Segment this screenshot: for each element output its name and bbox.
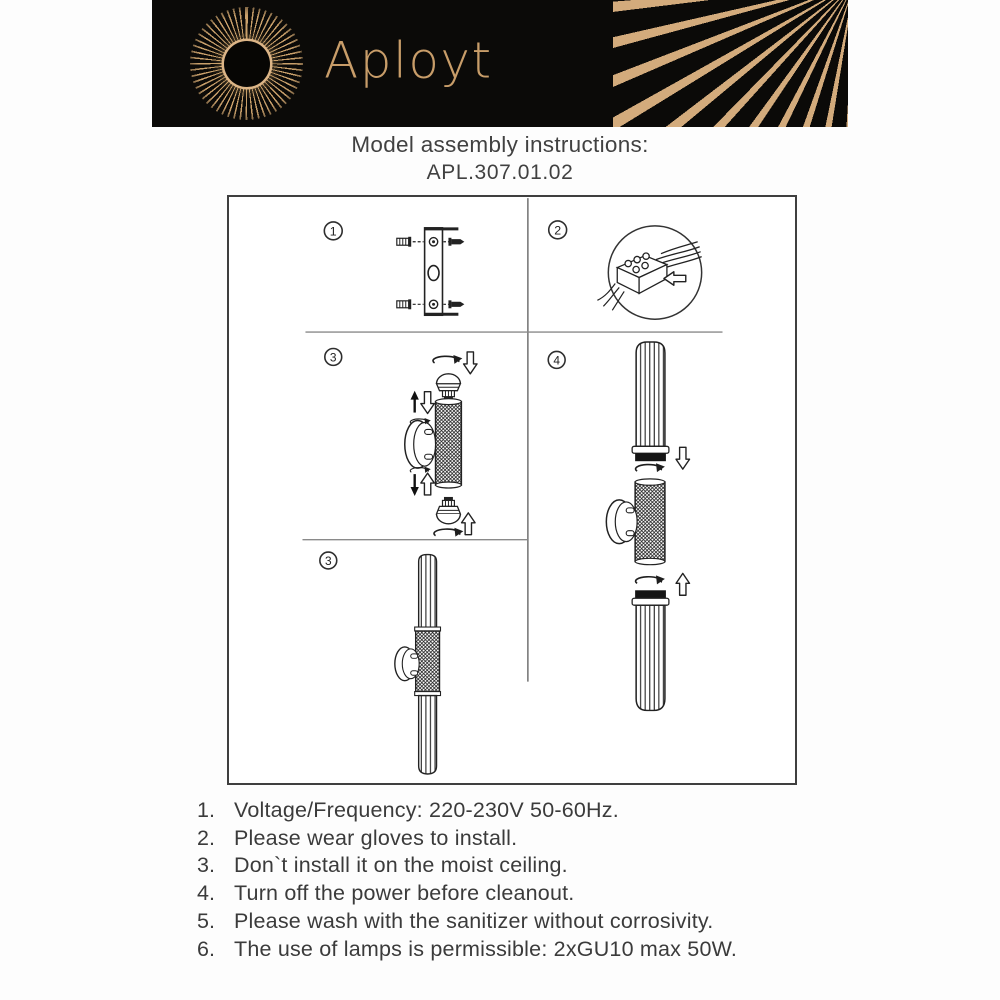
item-number: 2.: [197, 825, 215, 850]
item-number: 3.: [197, 853, 215, 878]
item-number: 1.: [197, 798, 215, 822]
item-text: Please wash with the sanitizer without corrosivity.: [234, 908, 714, 933]
gu10-bulb-icon: [437, 497, 461, 524]
model-number: APL.307.01.02: [426, 161, 574, 184]
diffuser-tube: [419, 696, 437, 774]
panel-5-assembled-lamp: [320, 552, 441, 774]
item-text: Don`t install it on the moist ceiling.: [234, 853, 568, 878]
list-item: [197, 852, 887, 880]
lamp-body: [436, 402, 462, 485]
item-text: Please wear gloves to install.: [234, 825, 518, 850]
step-4-badge: [548, 351, 565, 368]
wall-anchor-icon: [397, 299, 424, 309]
svg-text:3: 3: [324, 553, 332, 568]
rotate-arrow-icon: [636, 463, 665, 472]
arrow-up-icon: [421, 473, 435, 495]
list-item: [197, 936, 887, 964]
svg-text:4: 4: [553, 353, 560, 368]
wall-mount-disc: [405, 420, 436, 468]
wall-anchor-icon: [397, 237, 424, 247]
step-5-badge: [320, 552, 337, 569]
assembly-diagram: [229, 197, 795, 783]
arrow-up-icon: [462, 513, 476, 535]
svg-text:2: 2: [554, 223, 562, 238]
sunburst-logo-icon: [190, 7, 303, 120]
gu10-bulb-icon: [437, 374, 461, 400]
item-text: Voltage/Frequency: 220-230V 50-60Hz.: [234, 798, 619, 822]
arrow-up-solid-icon: [411, 391, 419, 413]
rotate-arrow-icon: [434, 528, 463, 537]
arrow-down-solid-icon: [411, 474, 419, 496]
diffuser-tube: [636, 605, 665, 710]
diffuser-tube: [419, 555, 437, 629]
item-number: 6.: [197, 936, 215, 961]
item-text: The use of lamps is permissible: 2xGU10 max 50W.: [234, 936, 738, 961]
item-text: Turn off the power before cleanout.: [234, 881, 575, 906]
step-3-badge: [325, 349, 342, 366]
item-number: 4.: [197, 881, 215, 906]
brand-wordmark: Aployt: [324, 31, 493, 90]
lamp-body: [635, 482, 665, 561]
list-item: [197, 908, 887, 936]
brand-banner: [152, 0, 848, 127]
diffuser-tube: [636, 342, 665, 446]
svg-text:3: 3: [329, 350, 337, 365]
panel-3-insert-bulbs: [325, 349, 477, 537]
arrow-down-icon: [676, 447, 690, 469]
title-block: [0, 132, 1000, 185]
arrow-down-icon: [421, 392, 435, 414]
panel-2-wiring-detail: [549, 221, 702, 319]
screw-icon: [443, 300, 464, 308]
rotate-arrow-icon: [636, 575, 665, 584]
screw-icon: [443, 238, 464, 246]
arrow-down-icon: [464, 352, 478, 374]
list-item: [197, 797, 887, 825]
step-1-badge: [324, 222, 342, 240]
step-2-badge: [549, 221, 567, 239]
item-number: 5.: [197, 908, 215, 933]
instructions-list: [197, 797, 887, 963]
rotate-arrow-icon: [433, 355, 462, 364]
sunburst-core: [224, 41, 270, 87]
corner-rays-icon: [613, 0, 848, 127]
assembly-diagram-box: [227, 195, 797, 785]
list-item: [197, 825, 887, 853]
svg-text:1: 1: [329, 224, 337, 239]
arrow-up-icon: [676, 573, 690, 595]
wall-mount-disc: [606, 500, 637, 544]
panel-4-attach-tubes: [548, 342, 689, 710]
page-title: Model assembly instructions:: [351, 132, 649, 157]
wall-mount-disc: [395, 647, 419, 681]
cable-hole: [428, 266, 439, 281]
panel-1-wall-bracket: [324, 222, 464, 315]
list-item: [197, 880, 887, 908]
